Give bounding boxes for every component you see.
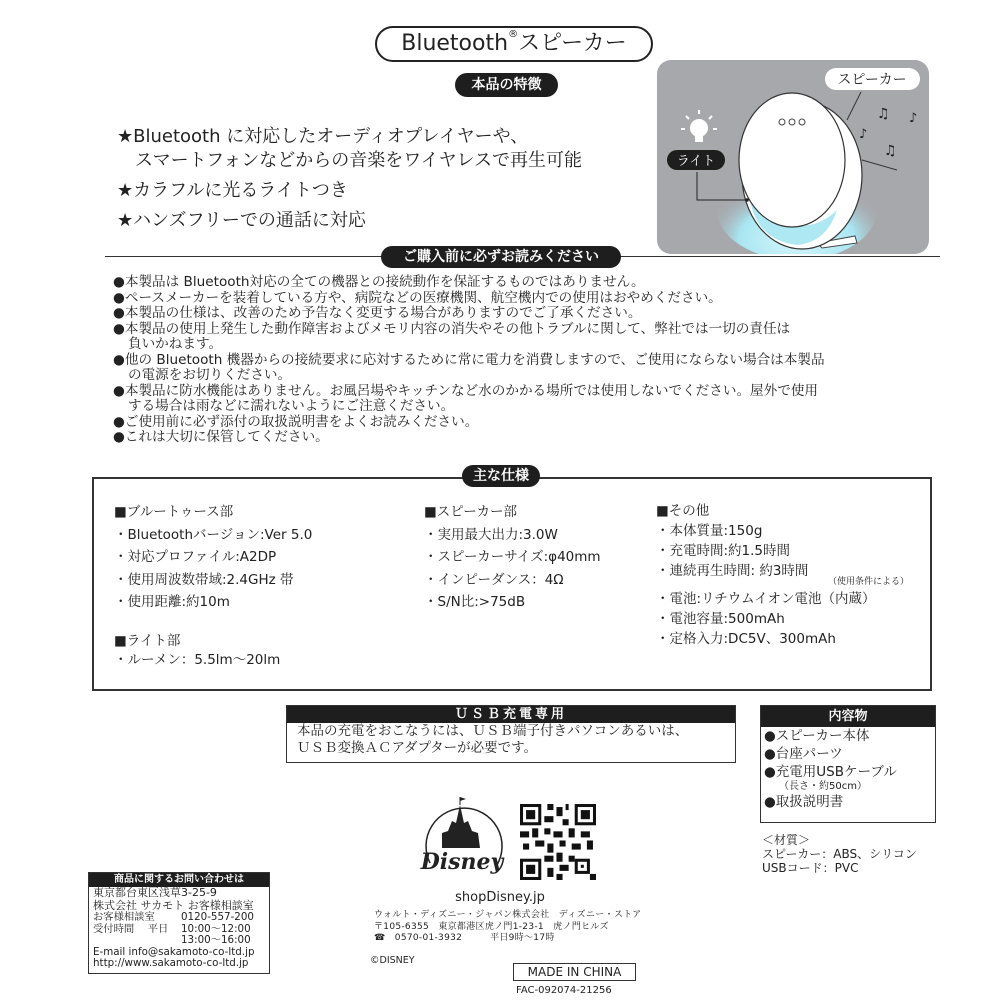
contents-note: （長さ・約50cm） (779, 781, 867, 792)
contents-item: ●スピーカー本体 (764, 728, 870, 744)
material-line: スピーカー：ABS、シリコン (762, 847, 917, 861)
disney-company-info (374, 910, 641, 945)
features-list (117, 122, 582, 236)
warning-item: ●本製品の使用上発生した動作障害およびメモリ内容の消失やその他トラブルに関して、弊社では一切の責任は (113, 320, 791, 337)
factory-code: FAC-092074-21256 (516, 985, 612, 996)
spec-section-title: ■スピーカー部 (424, 504, 517, 520)
made-in-label: MADE IN CHINA (513, 963, 636, 981)
warning-item: ●ペースメーカーを装着している方や、病院などの医療機関、航空機内での使用はおやめください。 (113, 289, 722, 306)
spec-item: ・充電時間:約1.5時間 (656, 543, 791, 559)
svg-text:Disney: Disney (420, 849, 504, 875)
speaker-illustration-icon (657, 60, 929, 254)
hours-label: 受付時間 平日 (93, 922, 169, 935)
contents-item: ●取扱説明書 (764, 794, 844, 810)
spec-item: ・対応プロファイル:A2DP (114, 549, 277, 565)
company-line: ウォルト・ディズニー・ジャパン株式会社 ディズニー・ストア (374, 910, 642, 920)
phone-label: お客様相談室 (93, 911, 155, 923)
usb-notice (286, 705, 736, 763)
svg-text:♫: ♫ (877, 106, 890, 122)
svg-text:ライト: ライト (676, 154, 716, 169)
spec-other (656, 501, 909, 649)
inquiry-url[interactable]: http://www.sakamoto-co-ltd.jp (93, 957, 249, 969)
company-line: ☎ 0570-01-3932 平日9時〜17時 (374, 933, 555, 943)
registered-mark: ® (508, 29, 519, 40)
svg-text:♪: ♪ (859, 127, 868, 142)
spec-item: ・電池容量:500mAh (656, 611, 785, 627)
spec-item: ・実用最大出力:3.0W (424, 526, 558, 543)
spec-item: ・S/N比:>75dB (424, 594, 526, 610)
inquiry-phone-row (89, 912, 269, 924)
usb-text: 本品の充電をおこなうには、ＵＳＢ端子付きパソコンあるいは、 (297, 723, 689, 739)
hours-am: 10:00〜12:00 (181, 922, 251, 935)
feature-item: ★Bluetooth に対応したオーディオプレイヤーや、 (117, 126, 529, 147)
warning-item-cont: 負いかねます。 (128, 336, 223, 352)
shop-url[interactable]: shopDisney.jp (455, 890, 545, 905)
spec-note: （使用条件による） (828, 577, 910, 587)
spec-item: ・本体質量:150g (656, 523, 763, 539)
spec-item: ・定格入力:DC5V、300mAh (656, 631, 836, 647)
inquiry-heading: 商品に関するお問い合わせは (89, 873, 269, 887)
contents-heading: 内容物 (761, 706, 935, 727)
material-heading: ＜材質＞ (762, 833, 811, 847)
spec-item: ・ルーメン：5.5lm〜20lm (114, 651, 281, 668)
spec-item: ・使用周波数帯域:2.4GHz 帯 (114, 571, 294, 588)
warning-item-cont: する場合は雨などに濡れないようにご注意ください。 (128, 398, 455, 414)
warning-item: ●これは大切に保管してください。 (113, 429, 329, 445)
spec-section-title: ■ライト部 (114, 632, 181, 649)
title-product: スピーカー (518, 31, 627, 56)
usb-text: ＵＳＢ変換ＡＣアダプターが必要です。 (297, 740, 538, 756)
inquiry-hours-row (89, 935, 269, 947)
spec-section-title: ■その他 (656, 503, 710, 519)
feature-item-cont: スマートフォンなどからの音楽をワイヤレスで再生可能 (135, 150, 582, 171)
material-info (762, 833, 917, 875)
svg-text:♪: ♪ (909, 111, 918, 126)
feature-item: ★ハンズフリーでの通話に対応 (117, 210, 366, 231)
svg-text:スピーカー: スピーカー (837, 72, 907, 88)
product-title (375, 26, 653, 62)
feature-item: ★カラフルに光るライトつき (117, 180, 348, 201)
spec-item: ・インピーダンス：4Ω (424, 571, 564, 588)
package-contents (760, 705, 936, 823)
copyright: ©DISNEY (370, 955, 415, 966)
warning-item-cont: の電源をお切りください。 (128, 367, 292, 383)
contents-item: ●台座パーツ (764, 746, 843, 762)
spec-speaker (424, 501, 601, 614)
warning-item: ●本製品は Bluetooth対応の全ての機器との接続動作を保証するものではありません。 (113, 274, 645, 290)
specs-heading: 主な仕様 (462, 465, 540, 487)
warning-item: ●本製品に防水機能はありません。お風呂場やキッチンなど水のかかる場所では使用しないでください。屋外で使用 (113, 382, 819, 399)
qr-code-icon (520, 804, 596, 880)
spec-item: ・使用距離:約10m (114, 594, 230, 610)
warnings-list (113, 275, 825, 446)
inquiry-address: 東京都台東区浅草3-25-9 (93, 886, 217, 899)
features-heading: 本品の特徴 (455, 73, 558, 97)
hours-pm: 13:00〜16:00 (181, 934, 251, 946)
warnings-heading: ご購入前に必ずお読みください (381, 246, 621, 268)
inquiry-box (88, 872, 270, 974)
company-line: 〒105-6355 東京都港区虎ノ門1-23-1 虎ノ門ヒルズ (374, 921, 609, 932)
spec-bluetooth (114, 501, 312, 670)
spec-section-title: ■ブルートゥース部 (114, 504, 234, 520)
warning-item: ●本製品の仕様は、改善のため予告なく変更する場合がありますのでご了承ください。 (113, 305, 642, 321)
specs-box (92, 477, 932, 691)
warning-item: ●ご使用前に必ず添付の取扱説明書をよくお読みください。 (113, 413, 479, 430)
spec-item: ・連続再生時間: 約3時間 (656, 563, 809, 579)
contents-item: ●充電用USBケーブル (764, 764, 897, 780)
material-line: USBコード：PVC (762, 861, 859, 875)
phone-number[interactable]: 0120-557-200 (181, 911, 254, 923)
usb-heading: ＵＳＢ充電専用 (287, 706, 735, 723)
title-brand: Bluetooth (401, 31, 509, 56)
inquiry-company: 株式会社 サカモト お客様相談室 (93, 898, 254, 912)
svg-text:♫: ♫ (884, 143, 897, 159)
spec-item: ・スピーカーサイズ:φ40mm (424, 549, 601, 565)
product-illustration (657, 60, 929, 254)
spec-item: ・Bluetoothバージョン:Ver 5.0 (114, 526, 313, 543)
qr-code[interactable] (520, 804, 596, 880)
disney-logo (412, 793, 512, 883)
inquiry-email[interactable]: E-mail info@sakamoto-co-ltd.jp (93, 945, 255, 958)
disney-castle-icon (412, 793, 512, 883)
warning-item: ●他の Bluetooth 機器からの接続要求に応対するために常に電力を消費しますので、ご使用にならない場合は本製品 (113, 351, 825, 368)
spec-item: ・電池:リチウムイオン電池（内蔵） (656, 591, 876, 607)
